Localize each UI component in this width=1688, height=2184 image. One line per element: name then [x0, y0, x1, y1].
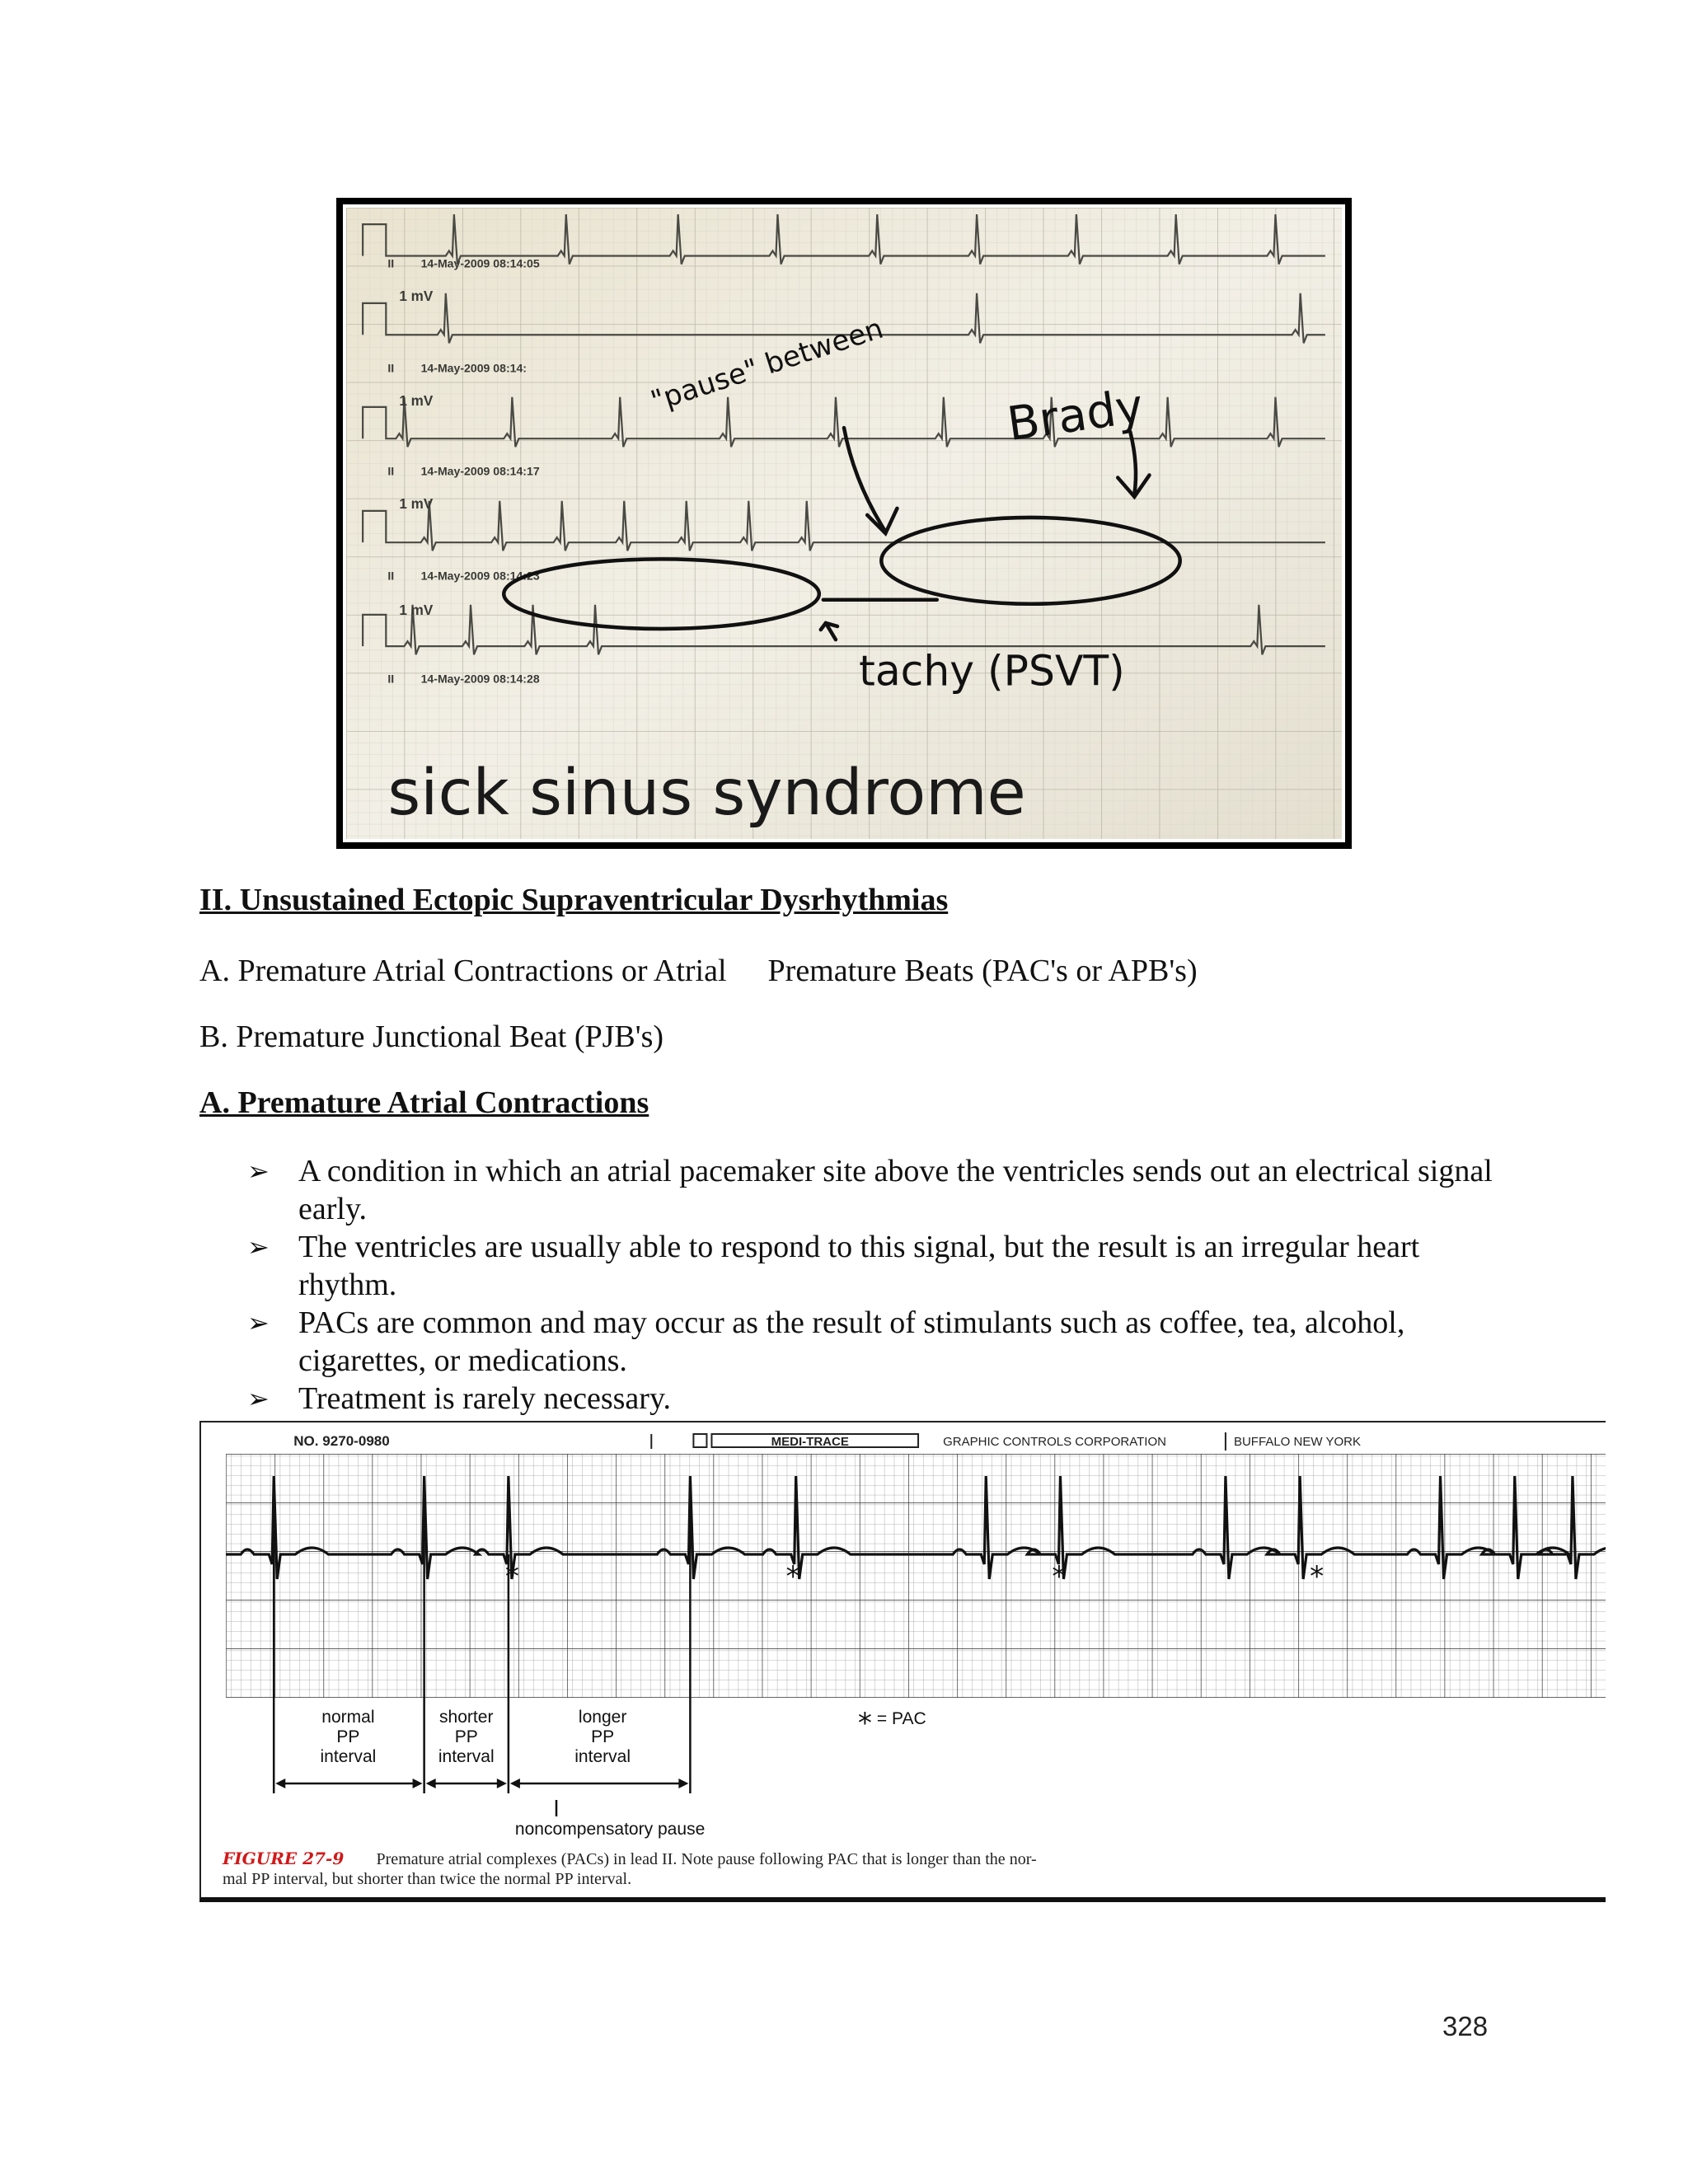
label-longer-3: interval	[574, 1747, 631, 1766]
strip-timestamp: II	[387, 256, 395, 270]
arrow-bullet-icon: ➢	[247, 1307, 270, 1338]
label-shorter-2: PP	[454, 1727, 478, 1746]
annotation-pause: "pause" between	[646, 312, 888, 419]
label-shorter-1: shorter	[439, 1708, 494, 1727]
sick-sinus-figure	[336, 198, 1352, 849]
pause-label: noncompensatory pause	[514, 1820, 706, 1839]
calibration-label: 1 mV	[399, 392, 434, 409]
pac-legend: = PAC	[876, 1709, 926, 1728]
label-normal-1: normal	[321, 1708, 375, 1727]
page-number: 328	[1442, 2011, 1489, 2041]
calibration-label: 1 mV	[399, 602, 434, 618]
pac-star-icon: *	[1310, 1560, 1325, 1593]
arrow-bullet-icon: ➢	[247, 1383, 270, 1414]
strip-number: NO. 9270-0980	[293, 1433, 390, 1449]
label-longer-1: longer	[578, 1708, 627, 1727]
pac-star-icon: *	[504, 1560, 519, 1593]
list-item-a	[199, 953, 1198, 989]
calibration-label: 1 mV	[399, 288, 434, 304]
company-label: GRAPHIC CONTROLS CORPORATION	[943, 1435, 1167, 1449]
section-heading: II. Unsustained Ectopic Supraventricular Dysrhythmias	[199, 883, 949, 917]
annotation-brady: Brady	[1004, 379, 1147, 452]
sick-sinus-ecg-image	[346, 208, 1342, 839]
city-label: BUFFALO NEW YORK	[1233, 1435, 1362, 1449]
pac-bullet-list	[247, 1152, 1500, 1418]
bullet-item: ➢ PACs are common and may occur as the result of stimulants such as coffee, tea, alcohol, cigarettes, or medications.	[247, 1305, 1405, 1378]
list-item-a-part2: Premature Beats (PAC's or APB's)	[767, 954, 1198, 988]
list-item-b: B. Premature Junctional Beat (PJB's)	[199, 1019, 664, 1054]
label-normal-2: PP	[336, 1727, 360, 1746]
pac-star-icon: *	[785, 1560, 800, 1593]
strip-timestamp: 14-May-2009 08:14:28	[420, 672, 540, 686]
pac-ecg-figure	[199, 1421, 1606, 1902]
figure-caption-number: FIGURE 27-9	[223, 1849, 345, 1868]
strip-timestamp: 14-May-2009 08:14:05	[420, 256, 540, 270]
strip-timestamp: 14-May-2009 08:14:	[420, 361, 528, 375]
bullet-item: ➢ The ventricles are usually able to respond to this signal, but the result is an irregular heart rhythm.	[247, 1230, 1420, 1302]
calibration-label: 1 mV	[399, 495, 434, 512]
list-item-a-part1: A. Premature Atrial Contractions or Atrial	[199, 954, 727, 988]
brand-label: MEDI-TRACE	[771, 1435, 849, 1449]
label-shorter-3: interval	[438, 1747, 495, 1766]
label-normal-3: interval	[320, 1747, 377, 1766]
strip-timestamp: 14-May-2009 08:14:17	[420, 464, 540, 478]
figure-caption-line1: Premature atrial complexes (PACs) in lead II. Note pause following PAC that is longer than the nor-	[376, 1850, 1037, 1868]
pac-star-icon: *	[1052, 1560, 1067, 1593]
figure-caption-line2: mal PP interval, but shorter than twice the normal PP interval.	[223, 1870, 632, 1888]
bullet-item: ➢ Treatment is rarely necessary.	[247, 1381, 671, 1416]
bullet-item: ➢ A condition in which an atrial pacemaker site above the ventricles sends out an electrical signal early.	[247, 1154, 1493, 1226]
pac-star-icon: *	[857, 1707, 872, 1740]
strip-timestamp: II	[387, 361, 395, 375]
arrow-bullet-icon: ➢	[247, 1231, 270, 1263]
strip-timestamp: 14-May-2009 08:14:23	[420, 569, 540, 583]
strip-timestamp: II	[387, 672, 395, 686]
label-longer-2: PP	[591, 1727, 615, 1746]
strip-timestamp: II	[387, 464, 395, 478]
figure1-caption: sick sinus syndrome	[387, 756, 1026, 830]
arrow-bullet-icon: ➢	[247, 1155, 270, 1187]
subheading-pac: A. Premature Atrial Contractions	[199, 1085, 649, 1120]
pac-ecg-image	[201, 1422, 1606, 1897]
strip-timestamp: II	[387, 569, 395, 583]
annotation-tachy: tachy (PSVT)	[859, 646, 1125, 696]
